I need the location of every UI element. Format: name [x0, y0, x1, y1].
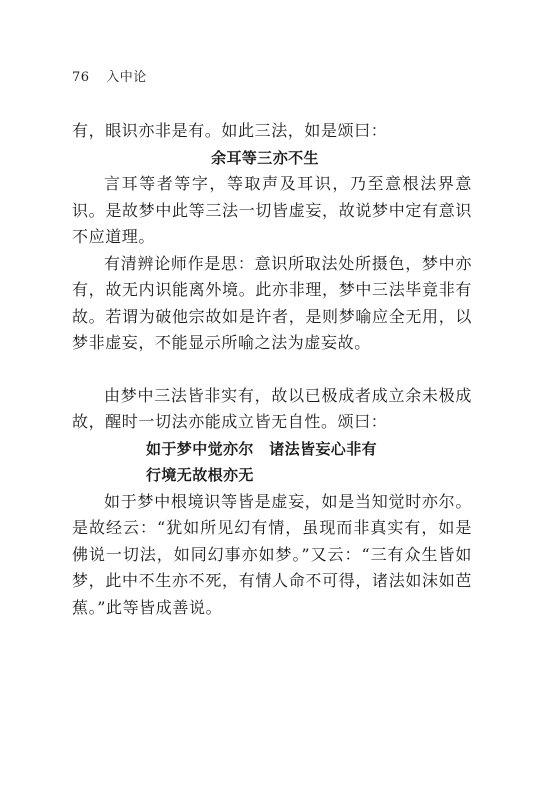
verse-block	[146, 436, 472, 489]
verse-line: 行境无故根亦无	[146, 466, 254, 484]
page-number: 76	[72, 70, 90, 85]
paragraph: 由梦中三法皆非实有，故以已极成者成立余未极成故，醒时一切法亦能成立皆无自性。颂曰：	[72, 385, 472, 431]
running-header	[72, 66, 147, 85]
book-title: 入中论	[106, 70, 147, 85]
paragraph: 如于梦中根境识等皆是虚妄，如是当知觉时亦尔。是故经云：“犹如所见幻有情，虽现而非真实有，如是佛说一切法，如同幻事亦如梦。”又云：“三有众生皆如梦，此中不生亦不死，有情人命不可得，诸法如沫如芭蕉。”此等皆成善说。	[72, 491, 472, 617]
paragraph-continuation: 有，眼识亦非是有。如此三法，如是颂曰：	[72, 121, 388, 140]
paragraph: 有清辨论师作是思：意识所取法处所摄色，梦中亦有，故无内识能离外境。此亦非理，梦中三法毕竟非有故。若谓为破他宗故如是许者，是则梦喻应全无用，以梦非虚妄，不能显示所喻之法为虚妄故。	[72, 253, 472, 352]
page-body	[72, 118, 472, 621]
paragraph-gap	[72, 357, 472, 383]
verse-line: 如于梦中觉亦尔 诸法皆妄心非有	[146, 439, 378, 458]
verse-line: 余耳等三亦不生	[211, 148, 319, 167]
paragraph: 言耳等者等字，等取声及耳识，乃至意根法界意识。是故梦中此等三法一切皆虚妄，故说梦中定有意识不应道理。	[72, 174, 472, 246]
